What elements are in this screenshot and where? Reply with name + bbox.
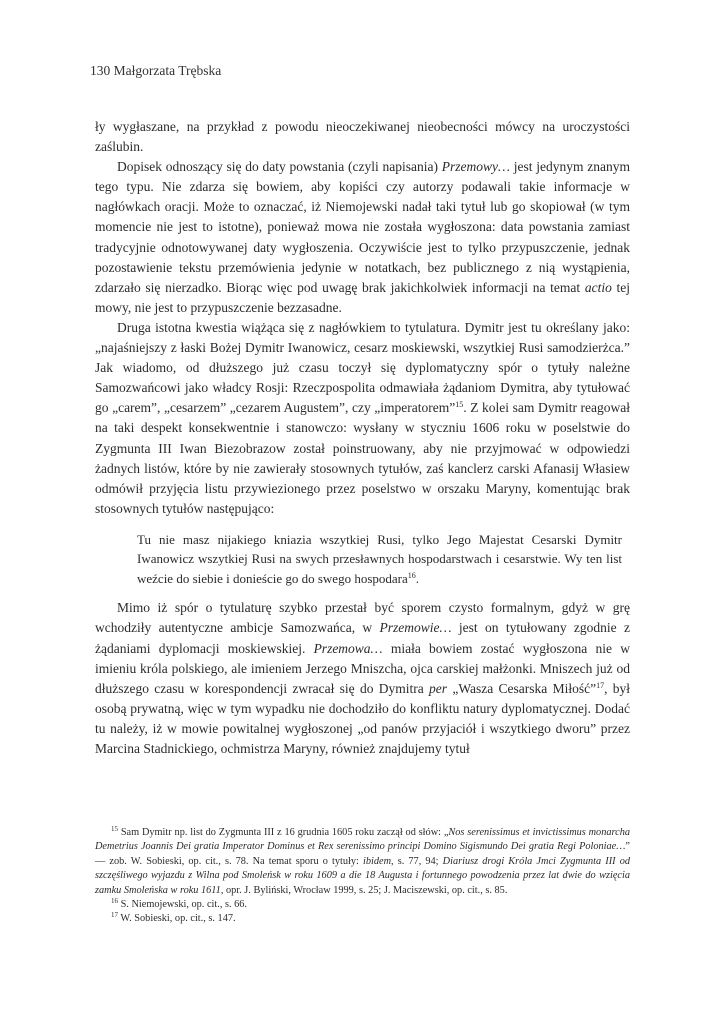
paragraph-text: Mimo iż spór o tytulaturę szybko przestał być sporem czysto formalnym, gdyż w grę wchodziły autentyczne ambicje Samozwańca, w: [95, 600, 630, 636]
italic-term: per: [429, 680, 448, 696]
paragraph-text: . Z kolei sam Dymitr reagował na taki despekt konsekwentnie i stanowczo: wysłany w styczniu 1606 roku w poselstwie do Zygmunta III Iwan Biezobrazow został poinstruowany, aby nie przyjmować w odpowiedzi żadnych listów, które by nie zawierały stosownych tytułów, zaś kanclerz carski Afanasij Własiew odmówił przyjęcia listu przywiezionego przez poselstwo w orszaku Maryny, komentując brak stosownych tytułów następująco:: [95, 400, 630, 516]
footnote-number: 15: [111, 825, 118, 833]
running-header-author: Małgorzata Trębska: [113, 63, 222, 78]
quote-text: .: [415, 570, 420, 586]
paragraph-dopisek: [95, 157, 630, 318]
footnote-text: Sam Dymitr np. list do Zygmunta III z 16 grudnia 1605 roku zaczął od słów: „: [118, 827, 449, 838]
running-header: [90, 63, 221, 79]
block-quote: [137, 530, 622, 589]
footnote-text: , s. 77, 94;: [391, 855, 443, 867]
paragraph-text: jest jedynym znanym tego typu. Nie zdarza się bowiem, aby kopiści czy autorzy podawali takie informacje w nagłówkach oracji. Może to oznaczać, iż Niemojewski nadał taki tytuł lub go skopiował (w tym momencie nie jest to istotne), ponieważ mowa nie została wygłoszona: data powstania zamiast tradycyjnie odnotowywanej daty wygłoszenia. Oczywiście jest to tylko przypuszczenie, jednak pozostawienie tekstu przemówienia jedynie w notatkach, bez publicznego z nią wystąpienia, zdarzało się nierzadko. Biorąc więc pod uwagę brak jakichkolwiek informacji na temat: [95, 159, 630, 295]
footnote-text: W. Sobieski, op. cit., s. 147.: [118, 913, 236, 925]
footnote-number: 16: [111, 897, 118, 906]
paragraph-text: Dopisek odnoszący się do daty powstania (czyli napisania): [117, 159, 442, 175]
paragraph-text: ły wygłaszane, na przykład z powodu nieoczekiwanej nieobecności mówcy na uroczystości zaślubin.: [95, 119, 630, 155]
footnotes: [95, 826, 630, 927]
page-number: 130: [90, 63, 111, 78]
paragraph-spor: [95, 598, 630, 759]
footnote-text: ” — zob. W. Sobieski, op. cit., s. 78. Na temat sporu o tytuły:: [95, 841, 630, 867]
paragraph-text: „Wasza Cesarska Miłość”: [447, 680, 597, 696]
footnote-number: 17: [111, 911, 118, 920]
italic-term: actio: [584, 279, 612, 295]
footnote-italic: ibidem: [362, 855, 392, 867]
paragraph-text: , był osobą prywatną, więc w tym wypadku nie dochodziło do konfliktu natury dyplomatycznej. Dodać tu należy, iż w mowie powitalnej wygłoszonej „od panów przyjaciół i wszytkiego dworu” przez Marcina Stadnickiego, ochmistrza Maryny, również znajdujemy tytuł: [95, 680, 630, 757]
italic-title: Przemowa…: [313, 640, 383, 656]
italic-title: Przemowy…: [441, 159, 510, 175]
footnote-text: , opr. J. Byliński, Wrocław 1999, s. 25; J. Maciszewski, op. cit., s. 85.: [220, 884, 508, 896]
paragraph-text: tej mowy, nie jest to przypuszczenie bezzasadne.: [95, 279, 630, 315]
footnote-15: [95, 826, 630, 898]
footnote-16: [95, 898, 630, 912]
footnote-ref[interactable]: 15: [455, 400, 464, 410]
footnote-ref[interactable]: 16: [407, 570, 416, 580]
footnote-ref[interactable]: 17: [596, 680, 605, 690]
footnote-italic: Nos serenissimus et invictissimus monarcha Demetrius Joannis Dei gratia Imperator Dominus et Rex serenissimo principi Domino Sigismundo Dei gratia Regi Poloniae…: [95, 827, 630, 853]
quote-text: Tu nie masz nijakiego kniazia wszytkiej Rusi, tylko Jego Majestat Cesarski Dymitr Iwanowicz wszytkiej Rusi na swych przesławnych hospodarstwach i cesarstwie. Wy ten list weźcie do siebie i donieście go do swego hospodara: [137, 531, 622, 586]
paragraph-text: miała bowiem zostać wygłoszona nie w imieniu króla polskiego, ale imieniem Jerzego Mniszcha, ojca carskiej małżonki. Mniszech już od dłuższego czasu w korespondencji zwracał się do Dymitra: [95, 640, 630, 696]
paragraph-text: jest on tytułowany zgodnie z żądaniami dyplomacji moskiewskiej.: [95, 620, 630, 656]
paragraph-tytulatura: [95, 318, 630, 519]
paragraph-text: Druga istotna kwestia wiążąca się z nagłówkiem to tytulatura. Dymitr jest tu określany jako: „najaśniejszy z łaski Bożej Dymitr Iwanowicz, cesarz moskiewski, wszytkiej Rusi samodzierżca.” Jak wiadomo, od dłuższego już czasu toczył się dyplomatyczny spór o tytuły należne Samozwańcowi jako władcy Rosji: Rzeczpospolita odmawiała żądaniom Dymitra, aby tytułować go „carem”, „cesarzem” „cezarem Augustem”, czy „imperatorem”: [95, 319, 630, 416]
italic-title: Przemowie…: [379, 620, 452, 636]
footnote-text: S. Niemojewski, op. cit., s. 66.: [118, 899, 247, 911]
main-text: [95, 117, 630, 759]
paragraph-continuation: [95, 117, 630, 157]
footnote-italic: Diariusz drogi Króla Jmci Zygmunta III od szczęśliwego wyjazdu z Wilna pod Smoleńsk w roku 1609 a die 18 Augusta i fortunnego powodzenia przez lat dwie do wzięcia zamku Smoleńska w roku 1611: [95, 855, 630, 896]
footnote-17: [95, 912, 630, 926]
